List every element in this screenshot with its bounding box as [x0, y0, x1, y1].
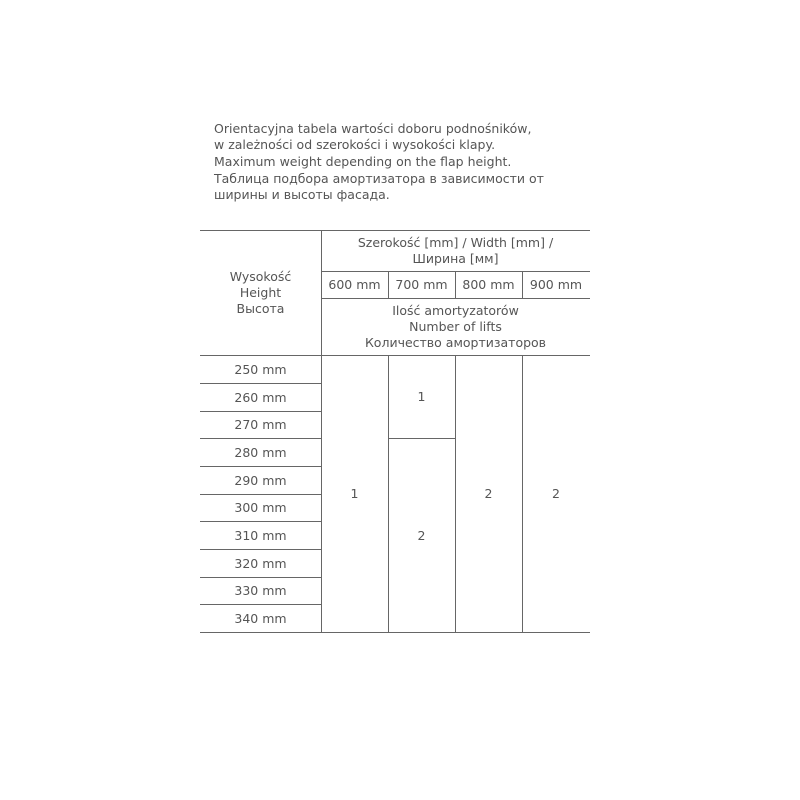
width-header-line-2: Ширина [мм] — [412, 250, 499, 266]
value-600: 1 — [350, 486, 359, 501]
height-header-russian: Высота — [236, 301, 285, 316]
intro-polish — [214, 121, 594, 153]
lift-selection-table — [200, 230, 590, 634]
height-header — [200, 252, 321, 334]
lifts-header — [321, 298, 590, 355]
width-column-900: 900 mm — [529, 277, 583, 292]
intro-russian-line-2: ширины и высоты фасада. — [214, 187, 390, 202]
intro-polish-line-2: w zależności od szerokości i wysokości klapy. — [214, 137, 496, 152]
height-row-280: 280 mm — [234, 444, 287, 460]
intro-english-line: Maximum weight depending on the flap height. — [214, 154, 512, 169]
height-row-340: 340 mm — [234, 610, 287, 626]
intro-russian — [214, 171, 594, 203]
height-header-polish: Wysokość — [229, 269, 292, 284]
width-header — [321, 230, 590, 271]
intro-russian-line-1: Таблица подбора амортизатора в зависимости от — [214, 171, 544, 186]
width-header-line-1: Szerokość [mm] / Width [mm] / — [357, 234, 554, 250]
height-row-290: 290 mm — [234, 472, 287, 488]
height-row-260: 260 mm — [234, 389, 287, 405]
value-700-lower: 2 — [417, 527, 426, 543]
lifts-header-polish: Ilość amortyzatorów — [392, 302, 519, 318]
rule-bottom — [200, 632, 590, 633]
height-header-english: Height — [239, 285, 282, 300]
value-700-upper: 1 — [417, 389, 426, 404]
height-row-320: 320 mm — [234, 555, 287, 571]
value-900: 2 — [552, 486, 560, 501]
intro-polish-line-1: Orientacyjna tabela wartości doboru podnośników, — [214, 121, 532, 136]
height-row-310: 310 mm — [234, 527, 287, 543]
height-row-270: 270 mm — [234, 417, 287, 432]
height-row-250: 250 mm — [234, 361, 287, 377]
width-column-800: 800 mm — [462, 277, 515, 292]
intro-text — [214, 121, 594, 204]
lifts-header-english: Number of lifts — [409, 318, 502, 334]
width-column-600: 600 mm — [328, 277, 381, 292]
intro-english — [214, 154, 594, 170]
lifts-header-russian: Количество амортизаторов — [364, 334, 547, 350]
height-row-300: 300 mm — [234, 500, 287, 515]
value-800: 2 — [484, 486, 493, 501]
width-column-700: 700 mm — [395, 277, 448, 292]
height-row-330: 330 mm — [234, 583, 287, 598]
